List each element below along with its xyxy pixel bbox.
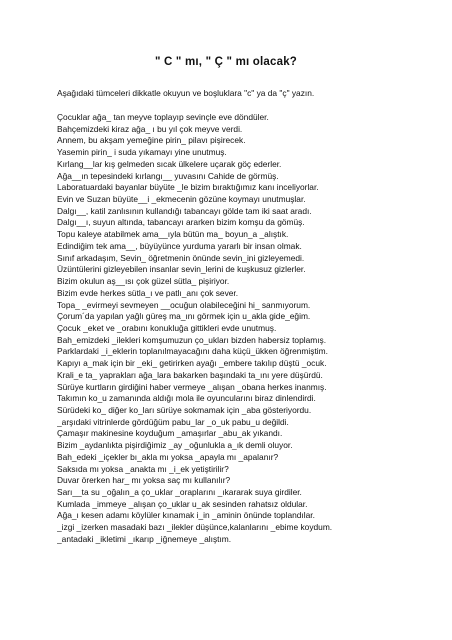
page-title: " C " mı, " Ç " mı olacak? [154,56,298,68]
sentence-line: Dalgı__ı, suyun altında, tabancayı ararken bizim komşu da gömüş. [57,217,305,228]
sentence-line: Duvar örerken har_ mı yoksa saç mı kullanılır? [57,475,231,486]
sentence-line: Kırlang__lar kış gelmeden sıcak ülkelere uçarak göç ederler. [57,158,282,169]
instruction-text: Aşağıdaki tümceleri dikkatle okuyun ve boşluklara "c" ya da "ç" yazın. [57,88,315,98]
sentence-line: Evin ve Suzan büyüte__i _ekmecenin gözüne koymayı unutmuşlar. [57,194,306,205]
sentence-line: Sınıf arkadaşım, Sevin_ öğretmenin önünde sevin_ini gizleyemedi. [57,252,305,263]
sentence-line: _arşıdaki vitrinlerde gördüğüm pabu_lar _o_uk pabu_u değildi. [57,416,289,427]
sentence-line: Üzüntülerini gizleyebilen insanlar sevin_lerini de kuşkusuz gizlerler. [57,264,306,275]
sentence-line: Kumlada _immeye _alışan ço_uklar u_ak sesinden rahatsız oldular. [57,498,308,509]
sentence-line: Sürüye kurtların girdiğini haber vermeye _alışan _obana herkes inanmış. [57,381,327,392]
sentence-line: Edindiğim tek ama__, büyüyünce yurduma yararlı bir insan olmak. [57,240,302,251]
sentence-line: Saksıda mı yoksa _anakta mı _i_ek yetiştirilir? [57,463,229,474]
sentence-line: Laboratuardaki bayanlar büyüte _le bizim bıraktığımız kanı inceliyorlar. [57,182,319,193]
sentence-line: Çorum´da yapılan yağlı güreş ma_ını görmek için u_akla gide_eğim. [57,311,311,322]
sentence-line: Sürüdeki ko_ diğer ko_ları sürüye sokmamak için _aba gösteriyordu. [57,404,312,415]
sentence-line: Çocuk _eket ve _orabını konukluğa gittikleri evde unutmuş. [57,322,277,333]
sentence-line: Bizim _aydanlıkta pişirdiğimiz _ay _oğunlukla a_ık demli oluyor. [57,440,293,451]
sentence-line: _antadaki _ikletimi _ıkarıp _iğnemeye _alıştım. [57,533,232,544]
sentence-line: Kapıyı a_mak için bir _eki_ getirirken ayağı _embere takılıp düştü _ocuk. [57,358,327,369]
sentence-line: Annem, bu akşam yemeğine pirin_ pilavı pişirecek. [57,135,246,146]
sentence-line: Takımın ko_u zamanında aldığı mola ile oyuncularını biraz dinlendirdi. [57,393,316,404]
sentence-line: Sarı__ta su _oğalın_a ço_uklar _oraplarını _ıkararak suya girdiler. [57,487,302,497]
sentence-line: Topu kaleye atabilmek ama__ıyla bütün ma_ boyun_a _alıştık. [57,229,289,240]
sentence-line: Bizim okulun aş__ısı çok güzel sütla_ pişiriyor. [57,276,230,287]
sentence-line: Bah_edeki _içekler bı_akla mı yoksa _apayla mı _apalanır? [57,451,279,462]
sentence-line: Krali_e ta_ yaprakları ağa_lara bakarken başındaki ta_ını yere düşürdü. [57,369,323,380]
sentence-line: Yasemin pirin_ i suda yıkamayı yine unutmuş. [57,147,227,158]
sentence-line: Topa_ _evirmeyi sevmeyen __ocuğun olabileceğini hi_ sanmıyorum. [57,299,311,310]
sentence-line: Çocuklar ağa_ tan meyve toplayıp sevinçle eve döndüler. [57,112,269,122]
sentence-line: Bahçemizdeki kiraz ağa_ ı bu yıl çok meyve verdi. [57,123,243,134]
sentence-line: Bah_emizdeki _ilekleri komşumuzun ço_ukları bizden habersiz toplamış. [57,334,327,345]
sentence-line: _izgi _izerken masadaki bazı _ilekler düşünce,kalanlarını _ebime koydum. [57,522,333,533]
sentence-line: Bizim evde herkes sütla_ı ve patlı_anı çok sever. [57,287,239,298]
sentence-line: Ağa__ın tepesindeki kırlangı__ yuvasını Cahide de görmüş. [57,170,279,181]
sentence-list [57,112,427,546]
sentence-line: Parklardaki _i_eklerin toplanılmayacağını daha küçü_ükken öğrenmiştim. [57,346,328,357]
sentence-line: Ağa_ı kesen adamı köylüler kınamak i_in _aminin önünde toplandılar. [57,510,315,521]
sentence-line: Dalgı__, katil zanlısının kullandığı tabancayı gölde tam iki saat aradı. [57,205,312,216]
sentence-line: Çamaşır makinesine koyduğum _amaşırlar _abu_ak yıkandı. [57,428,283,439]
